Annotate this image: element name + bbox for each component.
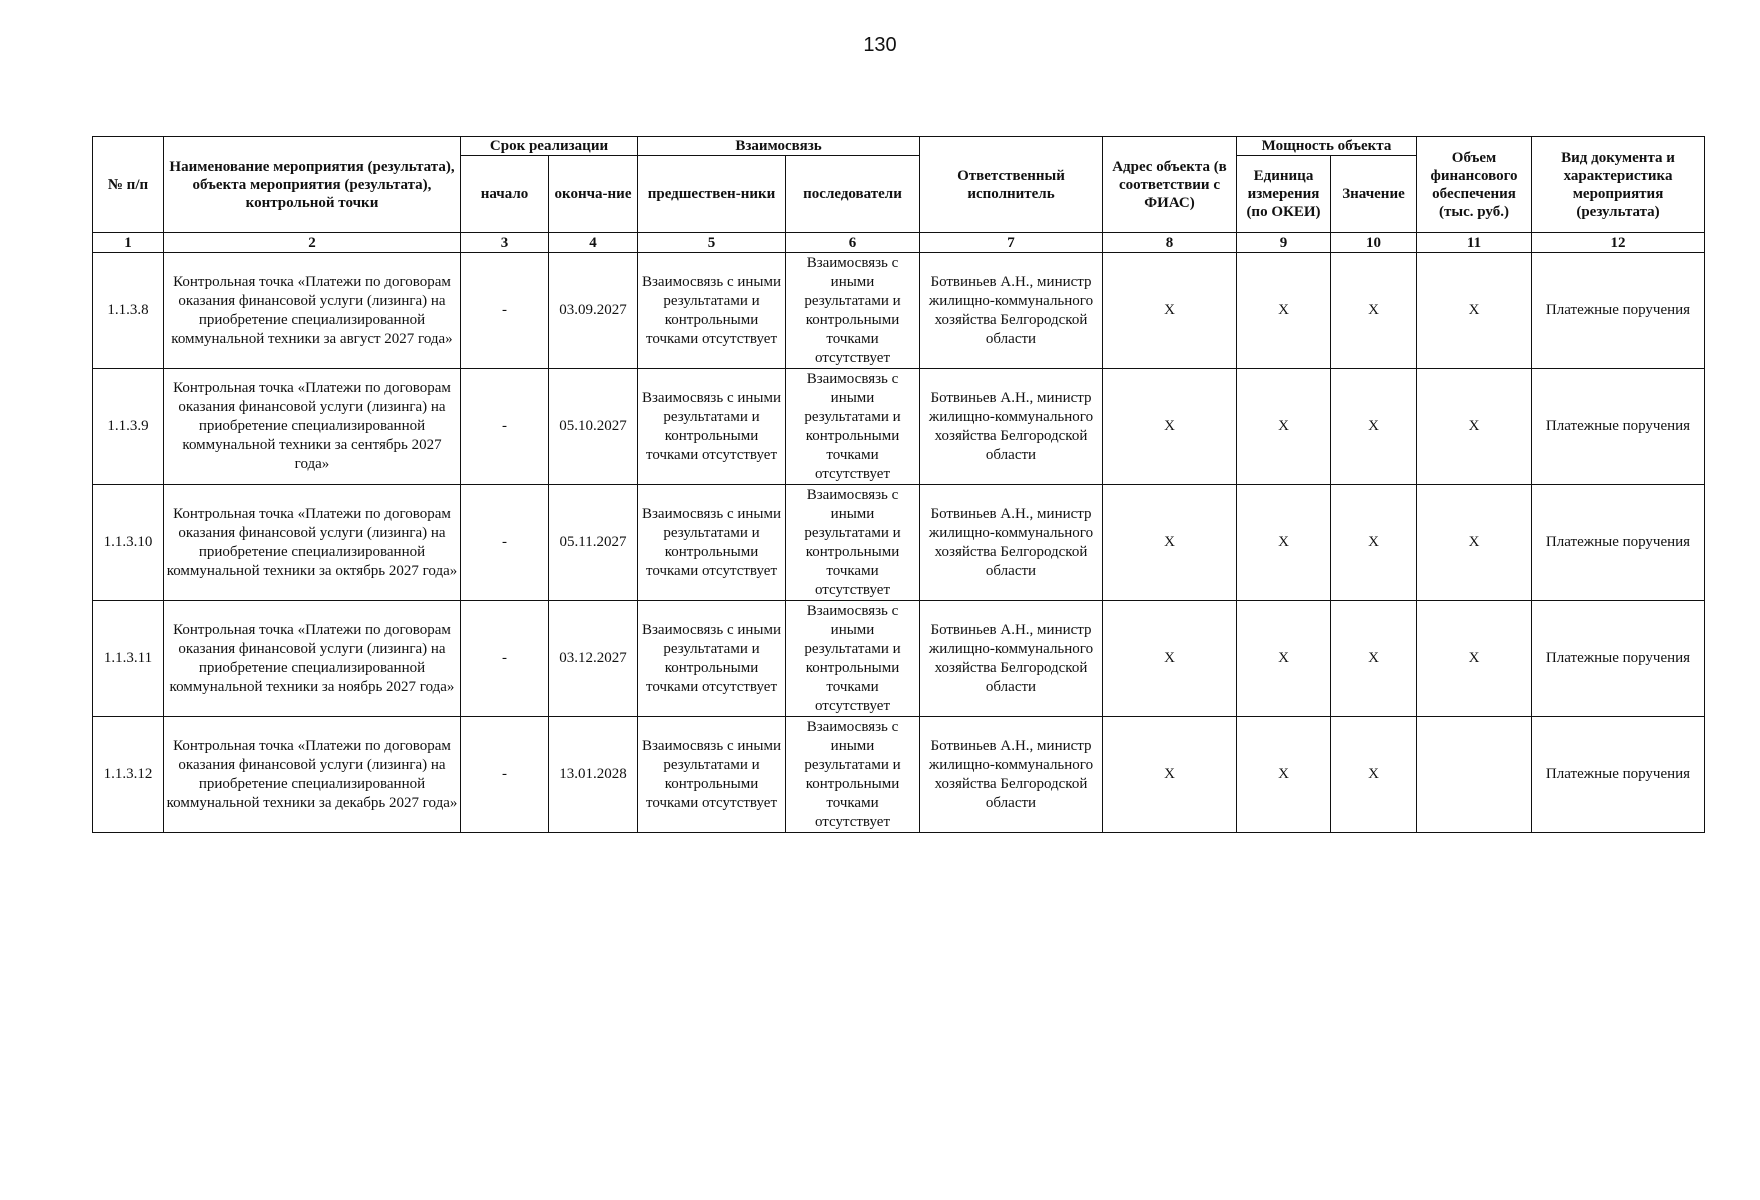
column-number: 1 bbox=[93, 233, 164, 253]
header-capacity-group: Мощность объекта bbox=[1237, 137, 1417, 156]
cell-start: - bbox=[461, 253, 549, 369]
table-body bbox=[93, 253, 1705, 833]
header-num: № п/п bbox=[93, 137, 164, 233]
cell-doc: Платежные поручения bbox=[1532, 485, 1705, 601]
cell-executor: Ботвиньев А.Н., министр жилищно-коммунального хозяйства Белгородской области bbox=[920, 601, 1103, 717]
cell-doc: Платежные поручения bbox=[1532, 253, 1705, 369]
column-number: 6 bbox=[786, 233, 920, 253]
cell-num: 1.1.3.12 bbox=[93, 717, 164, 833]
header-executor: Ответственный исполнитель bbox=[920, 137, 1103, 233]
cell-address: Х bbox=[1103, 369, 1237, 485]
cell-start: - bbox=[461, 485, 549, 601]
cell-executor: Ботвиньев А.Н., министр жилищно-коммунального хозяйства Белгородской области bbox=[920, 369, 1103, 485]
cell-finance: Х bbox=[1417, 601, 1532, 717]
cell-end: 13.01.2028 bbox=[549, 717, 638, 833]
cell-address: Х bbox=[1103, 485, 1237, 601]
cell-unit: Х bbox=[1237, 485, 1331, 601]
cell-pred: Взаимосвязь с иными результатами и контрольными точками отсутствует bbox=[638, 717, 786, 833]
cell-name: Контрольная точка «Платежи по договорам оказания финансовой услуги (лизинга) на приобретение специализированной коммунальной техники за декабрь 2027 года» bbox=[164, 717, 461, 833]
cell-end: 03.09.2027 bbox=[549, 253, 638, 369]
column-number: 4 bbox=[549, 233, 638, 253]
cell-unit: Х bbox=[1237, 369, 1331, 485]
cell-address: Х bbox=[1103, 717, 1237, 833]
cell-address: Х bbox=[1103, 253, 1237, 369]
cell-value: Х bbox=[1331, 717, 1417, 833]
column-number: 5 bbox=[638, 233, 786, 253]
cell-end: 05.11.2027 bbox=[549, 485, 638, 601]
cell-name: Контрольная точка «Платежи по договорам оказания финансовой услуги (лизинга) на приобретение специализированной коммунальной техники за октябрь 2027 года» bbox=[164, 485, 461, 601]
table-header bbox=[93, 137, 1705, 253]
header-link-succ: последователи bbox=[786, 156, 920, 233]
cell-name: Контрольная точка «Платежи по договорам оказания финансовой услуги (лизинга) на приобретение специализированной коммунальной техники за ноябрь 2027 года» bbox=[164, 601, 461, 717]
cell-num: 1.1.3.8 bbox=[93, 253, 164, 369]
column-number: 11 bbox=[1417, 233, 1532, 253]
cell-value: Х bbox=[1331, 601, 1417, 717]
header-term-start: начало bbox=[461, 156, 549, 233]
cell-finance: Х bbox=[1417, 485, 1532, 601]
header-finance: Объем финансового обеспечения (тыс. руб.) bbox=[1417, 137, 1532, 233]
column-number: 9 bbox=[1237, 233, 1331, 253]
cell-pred: Взаимосвязь с иными результатами и контрольными точками отсутствует bbox=[638, 485, 786, 601]
cell-name: Контрольная точка «Платежи по договорам оказания финансовой услуги (лизинга) на приобретение специализированной коммунальной техники за август 2027 года» bbox=[164, 253, 461, 369]
header-value: Значение bbox=[1331, 156, 1417, 233]
column-number: 12 bbox=[1532, 233, 1705, 253]
header-term-group: Срок реализации bbox=[461, 137, 638, 156]
cell-unit: Х bbox=[1237, 601, 1331, 717]
cell-value: Х bbox=[1331, 253, 1417, 369]
cell-value: Х bbox=[1331, 485, 1417, 601]
cell-name: Контрольная точка «Платежи по договорам оказания финансовой услуги (лизинга) на приобретение специализированной коммунальной техники за сентябрь 2027 года» bbox=[164, 369, 461, 485]
cell-end: 03.12.2027 bbox=[549, 601, 638, 717]
column-number: 2 bbox=[164, 233, 461, 253]
cell-unit: Х bbox=[1237, 253, 1331, 369]
cell-succ: Взаимосвязь с иными результатами и контрольными точками отсутствует bbox=[786, 485, 920, 601]
header-link-group: Взаимосвязь bbox=[638, 137, 920, 156]
cell-executor: Ботвиньев А.Н., министр жилищно-коммунального хозяйства Белгородской области bbox=[920, 717, 1103, 833]
cell-pred: Взаимосвязь с иными результатами и контрольными точками отсутствует bbox=[638, 253, 786, 369]
cell-succ: Взаимосвязь с иными результатами и контрольными точками отсутствует bbox=[786, 717, 920, 833]
cell-executor: Ботвиньев А.Н., министр жилищно-коммунального хозяйства Белгородской области bbox=[920, 485, 1103, 601]
cell-succ: Взаимосвязь с иными результатами и контрольными точками отсутствует bbox=[786, 601, 920, 717]
table-row bbox=[93, 253, 1705, 369]
page-number: 130 bbox=[863, 34, 897, 56]
header-term-end: оконча-ние bbox=[549, 156, 638, 233]
plan-table bbox=[92, 136, 1705, 833]
header-unit: Единица измерения (по ОКЕИ) bbox=[1237, 156, 1331, 233]
cell-doc: Платежные поручения bbox=[1532, 717, 1705, 833]
column-number: 3 bbox=[461, 233, 549, 253]
table-row bbox=[93, 485, 1705, 601]
cell-num: 1.1.3.10 bbox=[93, 485, 164, 601]
cell-start: - bbox=[461, 601, 549, 717]
cell-finance bbox=[1417, 717, 1532, 833]
header-address: Адрес объекта (в соответствии с ФИАС) bbox=[1103, 137, 1237, 233]
table-row bbox=[93, 717, 1705, 833]
cell-doc: Платежные поручения bbox=[1532, 601, 1705, 717]
cell-start: - bbox=[461, 717, 549, 833]
column-number: 10 bbox=[1331, 233, 1417, 253]
column-number: 8 bbox=[1103, 233, 1237, 253]
cell-finance: Х bbox=[1417, 369, 1532, 485]
cell-pred: Взаимосвязь с иными результатами и контрольными точками отсутствует bbox=[638, 601, 786, 717]
cell-finance: Х bbox=[1417, 253, 1532, 369]
header-link-pred: предшествен-ники bbox=[638, 156, 786, 233]
cell-start: - bbox=[461, 369, 549, 485]
cell-unit: Х bbox=[1237, 717, 1331, 833]
cell-doc: Платежные поручения bbox=[1532, 369, 1705, 485]
header-name: Наименование мероприятия (результата), объекта мероприятия (результата), контрольной точки bbox=[164, 137, 461, 233]
table-row bbox=[93, 369, 1705, 485]
cell-value: Х bbox=[1331, 369, 1417, 485]
cell-address: Х bbox=[1103, 601, 1237, 717]
cell-succ: Взаимосвязь с иными результатами и контрольными точками отсутствует bbox=[786, 253, 920, 369]
header-doc-type: Вид документа и характеристика мероприятия (результата) bbox=[1532, 137, 1705, 233]
cell-num: 1.1.3.9 bbox=[93, 369, 164, 485]
cell-end: 05.10.2027 bbox=[549, 369, 638, 485]
column-number: 7 bbox=[920, 233, 1103, 253]
cell-num: 1.1.3.11 bbox=[93, 601, 164, 717]
cell-succ: Взаимосвязь с иными результатами и контрольными точками отсутствует bbox=[786, 369, 920, 485]
table-row bbox=[93, 601, 1705, 717]
cell-pred: Взаимосвязь с иными результатами и контрольными точками отсутствует bbox=[638, 369, 786, 485]
cell-executor: Ботвиньев А.Н., министр жилищно-коммунального хозяйства Белгородской области bbox=[920, 253, 1103, 369]
